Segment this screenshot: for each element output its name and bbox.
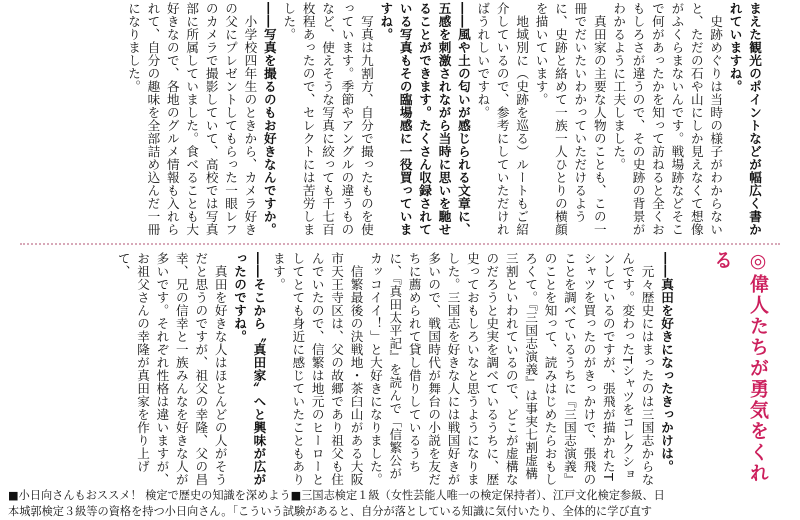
paragraph: 信繁最後の決戦地・茶臼山がある大阪市天王寺区は、父の故郷であり祖父も住んでいたので、信繁は地元のヒーローとしてとても身近に感じていたこともあります。 [270, 252, 364, 486]
bottom-text-column [38, 252, 676, 486]
interview-question: ――風や土の匂いが感じられる文章に、五感を刺激されながら当時に思いを馳せることができます。たくさん収録されている写真もその臨場感に一役買っていますね。 [378, 2, 471, 236]
section-divider [20, 243, 780, 245]
photo-caption [8, 488, 794, 520]
section-heading: ◎偉人たちが勇気をくれる [711, 250, 769, 484]
interview-question: ――写真を撮るのもお好きなんですか。 [261, 2, 277, 236]
caption-line: 本城郭検定３級等の資格を持つ小日向さん。「こういう試験があると、自分が落としている知識に気付いたり、全体的に学び直す [8, 505, 652, 518]
paragraph: 地域別に（史跡を巡る）ルートもご紹介しているので、参考にしていただければうれしいですね。 [475, 2, 530, 236]
paragraph: 真田を好きな人はほとんどの人がそうだと思うのですが、祖父の幸隆、父の昌幸、兄の信幸と一族みんなを好きな人が多いです。それぞれ性格は違いますが、お祖父さんの幸隆が真田家を作り上げて、 [115, 252, 228, 486]
paragraph: 真田家の主要な人物のことも、この一冊でだいたいわかっていただけるように、史跡と絡めて一族一人ひとりの横顔を描いています。 [533, 2, 607, 236]
caption-line: ■小日向さんもおススメ！ 検定で歴史の知識を深めよう■三国志検定１級（女性芸能人唯一の検定保持者）、江戸文化検定参級、日 [8, 489, 665, 502]
paragraph: 写真は九割方、自分で撮ったものを使っています。季節やアングルの違うものなど、使えそうな写真に絞っても千七百枚程あったので、セレクトには苦労しました。 [281, 2, 374, 236]
paragraph: 小学校四年生のときから、カメラ好きの父にプレゼントしてもらった一眼レフのカメラで撮影していて、高校では写真部に所属していました。食べることも大好きなので、各地のグルメ情報も入れられて、自分の趣味を全部詰め込んだ一冊になりました。 [126, 2, 258, 236]
paragraph: まえた観光のポイントなどが幅広く書かれていますね。 [727, 2, 762, 236]
paragraph: 元々歴史にはまったのは三国志からなんです。変わったTシャツをコレクションしているのですが、張飛が描かれたTシャツを買ったのがきっかけで、張飛のことを調べているうちに『三国志演義』のことを知って、読みはじめたらおもしろくて。『三国志演義』は事実七割虚構三割といわれているので、どこが虚構なのだろうと史実を調べているうちに、歴史っておもしろいなと思うようになりました。三国志を好きな人には戦国好きが多いので、戦国時代が舞台の小説を友だちに薦められて貸し借りしているうちに、『真田太平記』を読んで「信繁公がカッコイイ！」と大好きになりました。 [367, 252, 655, 486]
interview-question: ――そこから〝真田家〟へと興味が広がったのですね。 [232, 252, 267, 486]
top-text-column [28, 2, 764, 238]
paragraph: 史跡めぐりは当時の様子がわからないと、ただの石や山にしか見えなくて想像がふくらまないんです。戦場跡などそこで何があったかを知って訪ねると全くおもしろさが違うので、その史跡の背景がわかるように工夫しました。 [611, 2, 724, 236]
interview-question: ――真田を好きになったきっかけは。 [659, 252, 674, 473]
